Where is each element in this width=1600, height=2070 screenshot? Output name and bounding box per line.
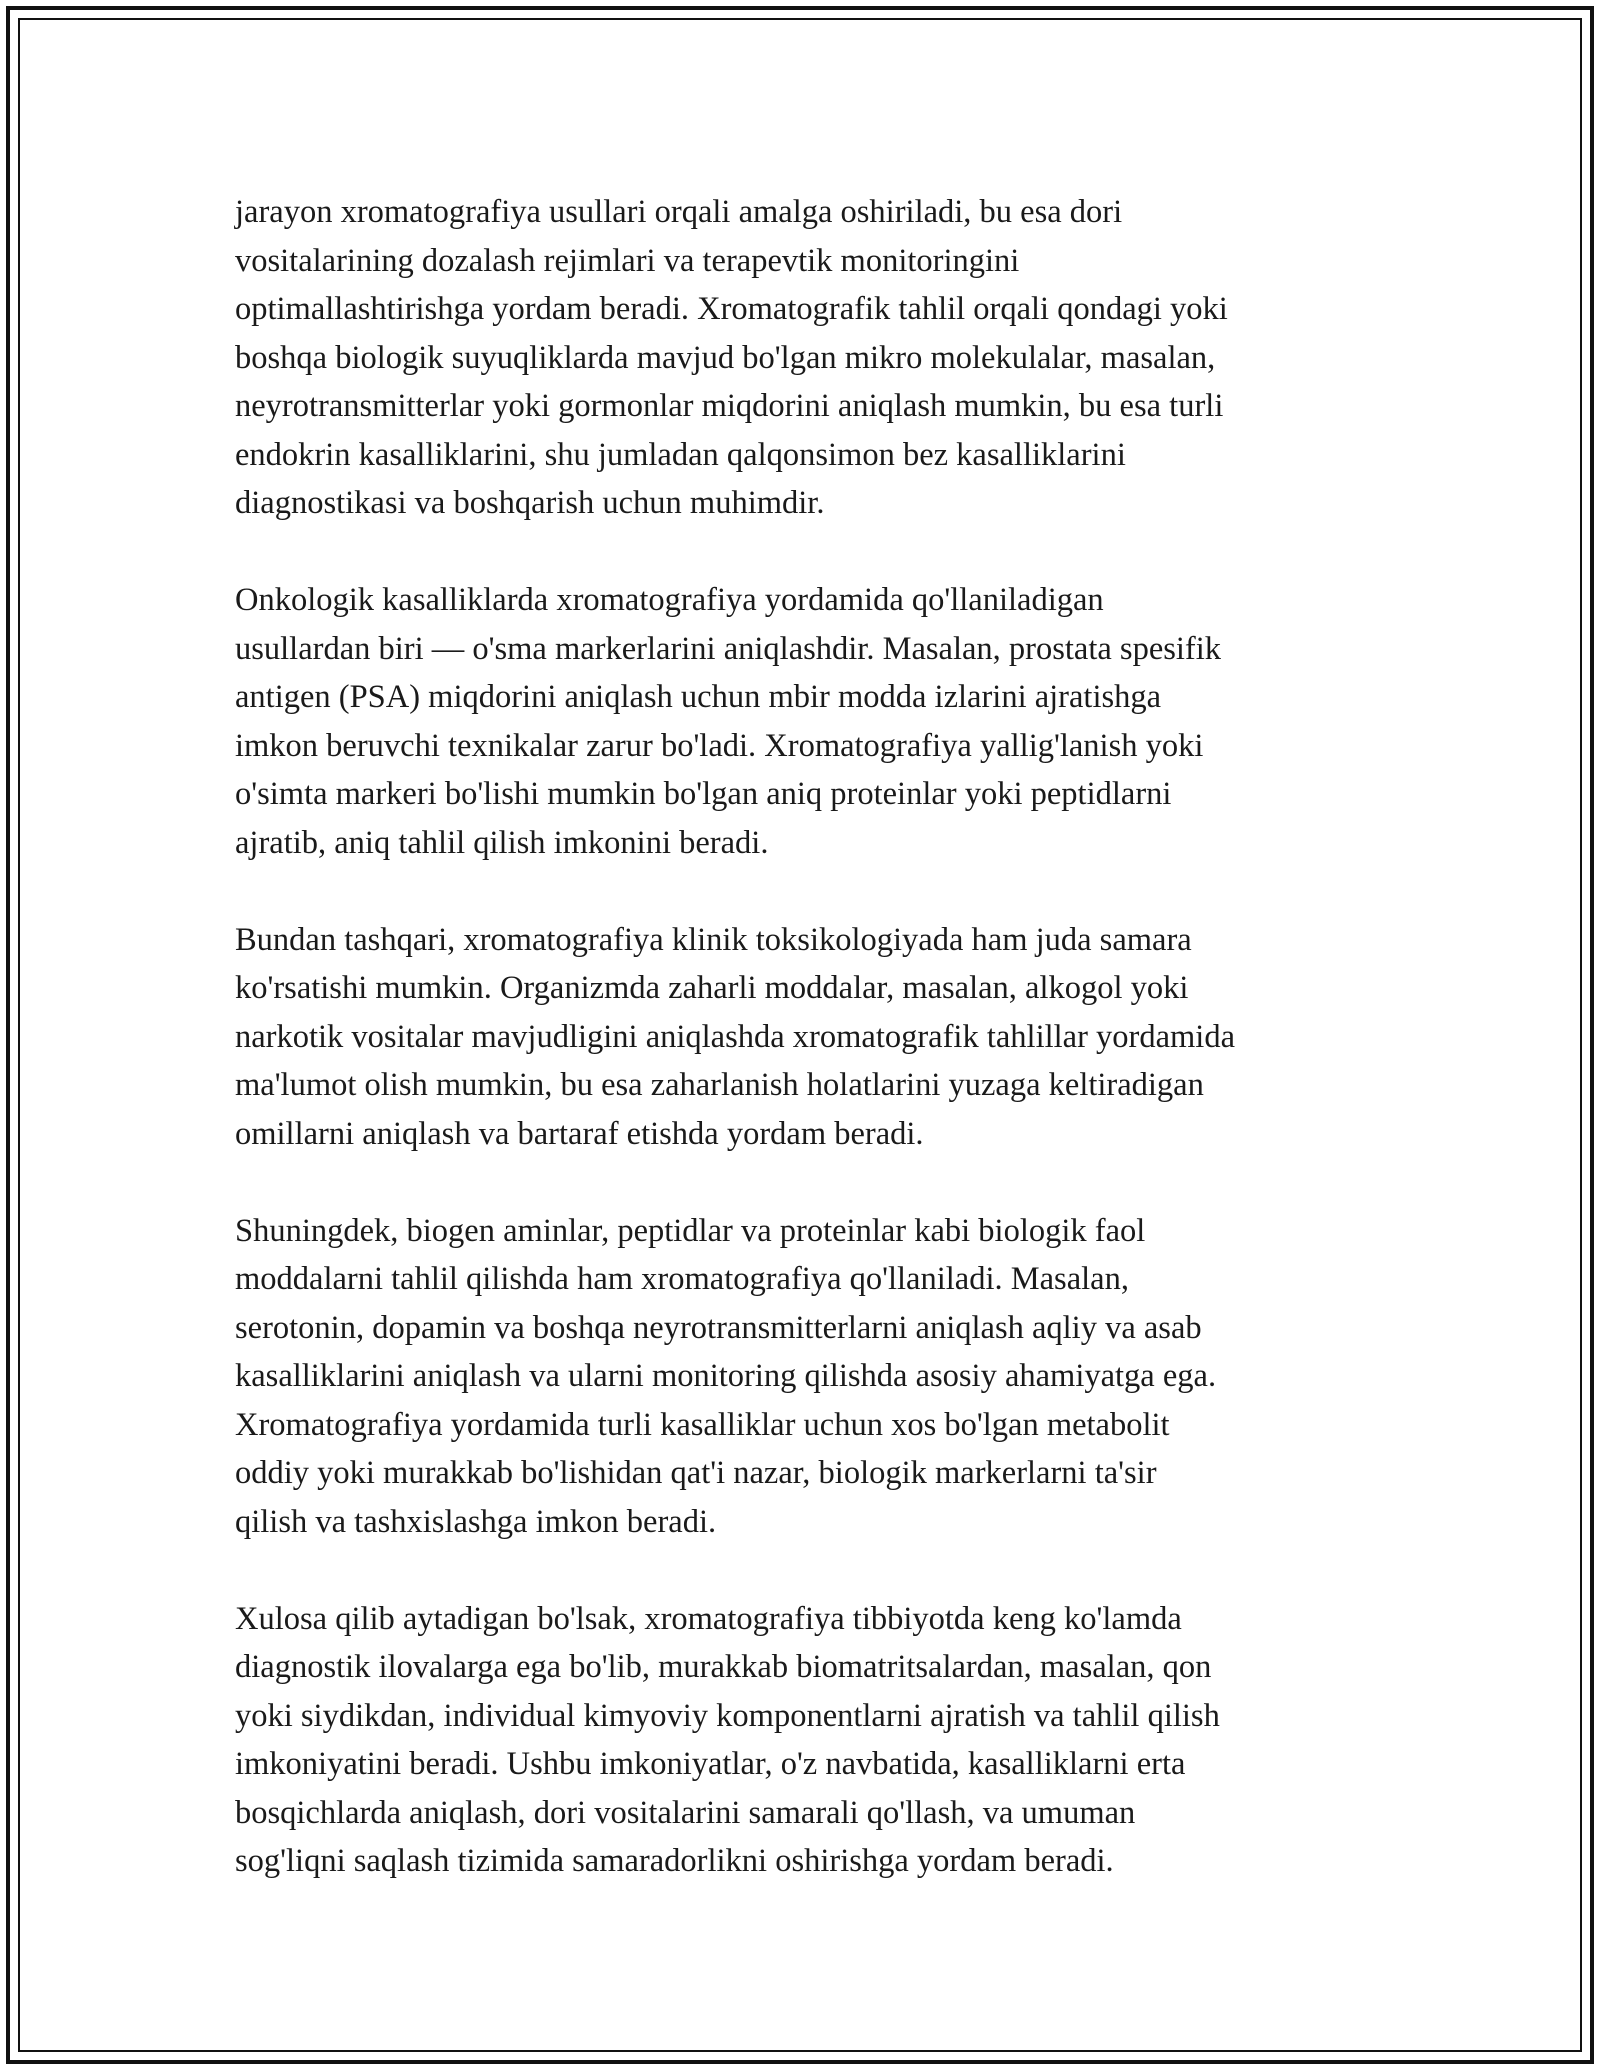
paragraph-3 [235, 916, 1380, 1159]
text-line: usullardan biri — o'sma markerlarini aniqlashdir. Masalan, prostata spesifik [235, 630, 1222, 667]
text-line: optimallashtirishga yordam beradi. Xromatografik tahlil orqali qondagi yoki [235, 291, 1228, 327]
text-line: vositalarining dozalash rejimlari va terapevtik monitoringini [235, 242, 1020, 279]
text-line: jarayon xromatografiya usullari orqali amalga oshiriladi, bu esa dori [235, 194, 1123, 230]
document-body [235, 188, 1380, 1934]
text-line: moddalarni tahlil qilishda ham xromatografiya qo'llaniladi. Masalan, [235, 1261, 1129, 1297]
paragraph-1 [235, 188, 1380, 528]
text-line: oddiy yoki murakkab bo'lishidan qat'i nazar, biologik markerlarni ta'sir [235, 1455, 1157, 1491]
text-line: qilish va tashxislashga imkon beradi. [235, 1503, 717, 1540]
text-line: bosqichlarda aniqlash, dori vositalarini samarali qo'llash, va umuman [235, 1794, 1136, 1831]
text-line: neyrotransmitterlar yoki gormonlar miqdorini aniqlash mumkin, bu esa turli [235, 388, 1224, 424]
text-line: ko'rsatishi mumkin. Organizmda zaharli moddalar, masalan, alkogol yoki [235, 970, 1189, 1006]
text-line: boshqa biologik suyuqliklarda mavjud bo'lgan mikro molekulalar, masalan, [235, 339, 1216, 376]
text-line: narkotik vositalar mavjudligini aniqlashda xromatografik tahlillar yordamida [235, 1018, 1236, 1055]
paragraph-2 [235, 576, 1380, 867]
text-line: serotonin, dopamin va boshqa neyrotransmitterlarni aniqlash aqliy va asab [235, 1309, 1202, 1346]
text-line: diagnostik ilovalarga ega bo'lib, murakkab biomatritsalardan, masalan, qon [235, 1649, 1212, 1685]
text-line: imkoniyatini beradi. Ushbu imkoniyatlar, o'z navbatida, kasalliklarni erta [235, 1746, 1186, 1782]
text-line: kasalliklarini aniqlash va ularni monitoring qilishda asosiy ahamiyatga ega. [235, 1358, 1217, 1394]
text-line: ajratib, aniq tahlil qilish imkonini beradi. [235, 824, 769, 861]
text-line: endokrin kasalliklarini, shu jumladan qalqonsimon bez kasalliklarini [235, 436, 1126, 473]
text-line: ma'lumot olish mumkin, bu esa zaharlanish holatlarini yuzaga keltiradigan [235, 1067, 1204, 1103]
text-line: sog'liqni saqlash tizimida samaradorlikni oshirishga yordam beradi. [235, 1843, 1114, 1879]
text-line: imkon beruvchi texnikalar zarur bo'ladi. Xromatografiya yallig'lanish yoki [235, 727, 1204, 764]
text-line: Xulosa qilib aytadigan bo'lsak, xromatografiya tibbiyotda keng ko'lamda [235, 1600, 1182, 1637]
paragraph-5 [235, 1595, 1380, 1886]
text-line: omillarni aniqlash va bartaraf etishda yordam beradi. [235, 1115, 924, 1152]
text-line: diagnostikasi va boshqarish uchun muhimdir. [235, 485, 825, 521]
text-line: yoki siydikdan, individual kimyoviy komponentlarni ajratish va tahlil qilish [235, 1697, 1220, 1734]
paragraph-4 [235, 1207, 1380, 1547]
text-line: antigen (PSA) miqdorini aniqlash uchun mbir modda izlarini ajratishga [235, 679, 1162, 715]
text-line: Onkologik kasalliklarda xromatografiya yordamida qo'llaniladigan [235, 582, 1104, 618]
text-line: Bundan tashqari, xromatografiya klinik toksikologiyada ham juda samara [235, 921, 1192, 958]
text-line: Xromatografiya yordamida turli kasalliklar uchun xos bo'lgan metabolit [235, 1406, 1170, 1443]
text-line: o'simta markeri bo'lishi mumkin bo'lgan aniq proteinlar yoki peptidlarni [235, 776, 1172, 812]
text-line: Shuningdek, biogen aminlar, peptidlar va proteinlar kabi biologik faol [235, 1212, 1146, 1249]
